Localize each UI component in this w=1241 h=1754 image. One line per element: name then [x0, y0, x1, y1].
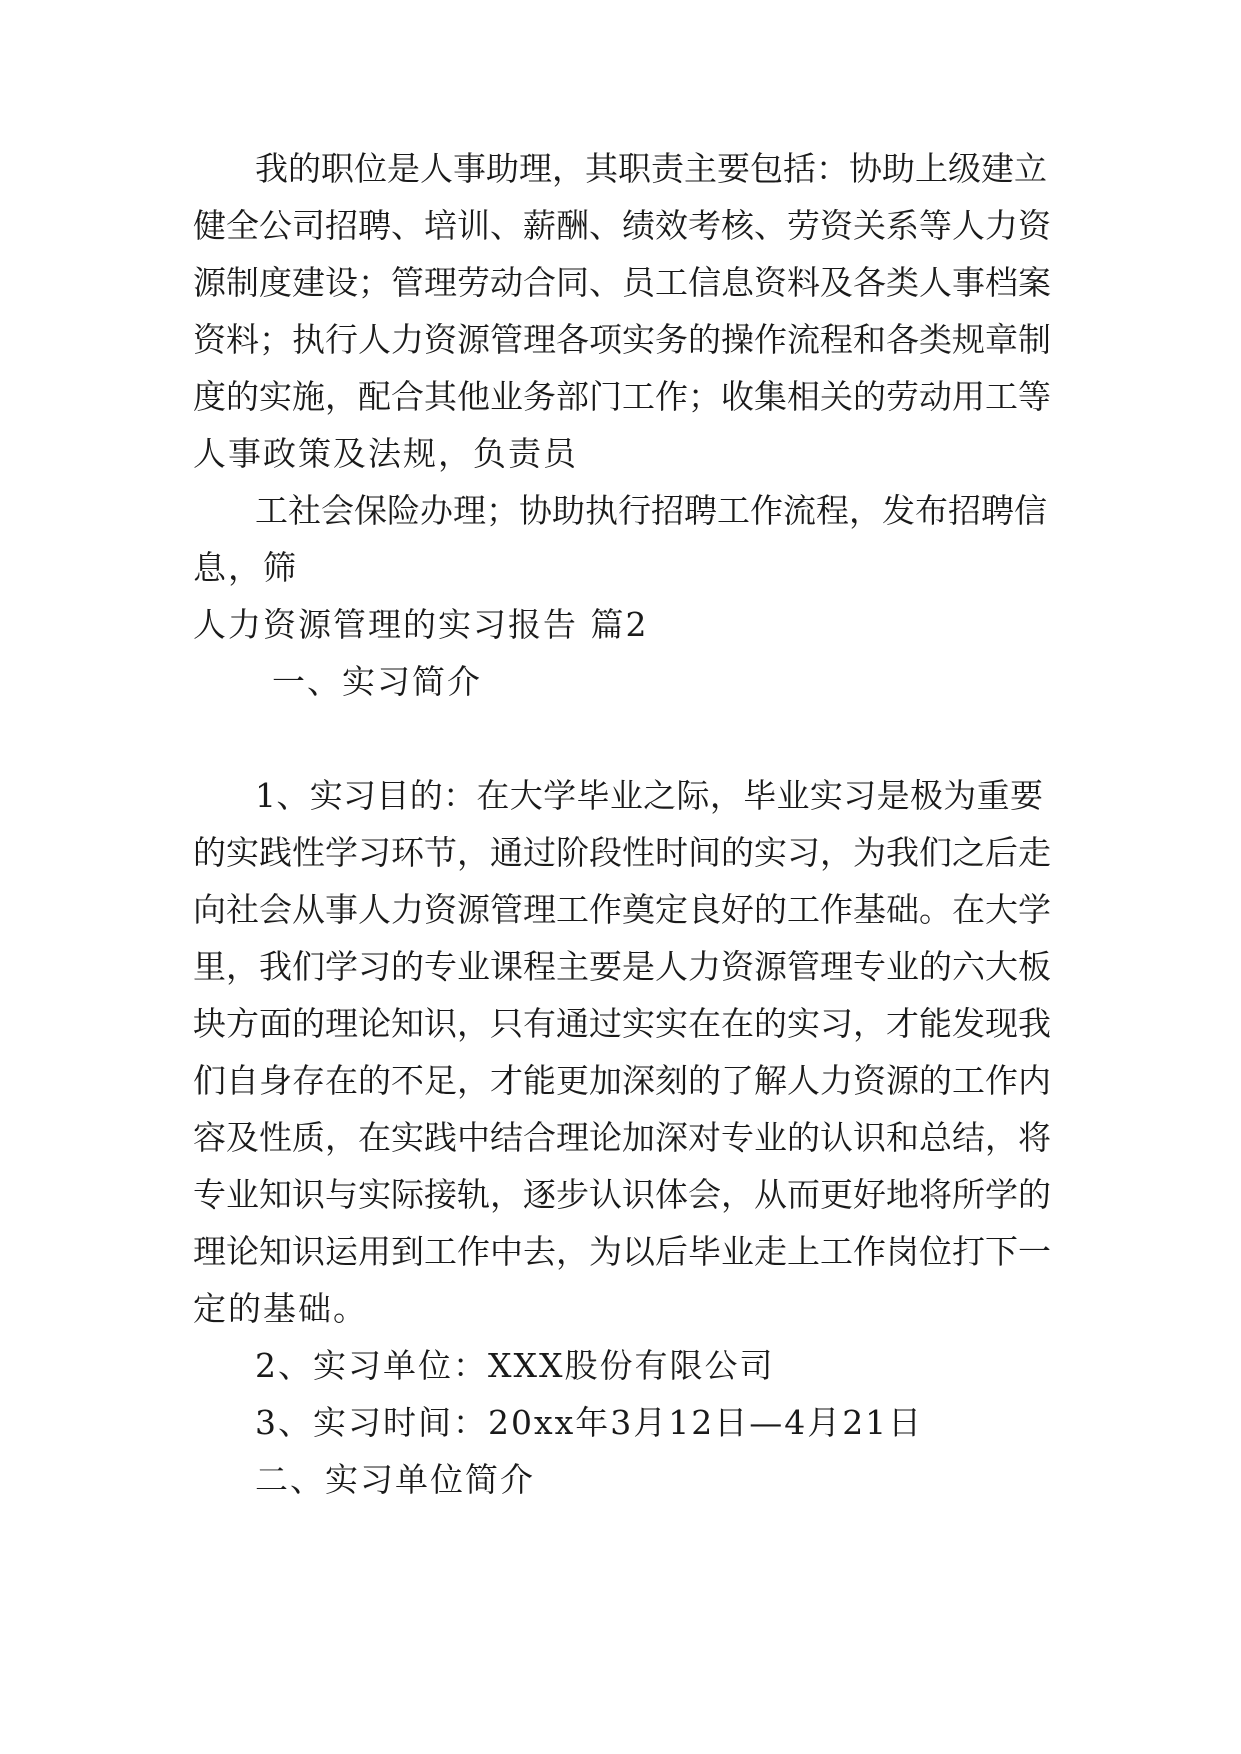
text-line: 资料；执行人力资源管理各项实务的操作流程和各类规章制	[193, 320, 1051, 359]
text-line: 度的实施，配合其他业务部门工作；收集相关的劳动用工等	[193, 377, 1051, 416]
section-heading: 二、实习单位简介	[255, 1460, 535, 1499]
text-line: 们自身存在的不足，才能更加深刻的了解人力资源的工作内	[193, 1061, 1051, 1100]
text-line: 工社会保险办理；协助执行招聘工作流程，发布招聘信	[255, 491, 1047, 530]
text-line: 息，筛	[193, 548, 298, 587]
section-title: 人力资源管理的实习报告 篇2	[193, 605, 649, 644]
text-line: 定的基础。	[193, 1289, 368, 1328]
text-line: 块方面的理论知识，只有通过实实在在的实习，才能发现我	[193, 1004, 1051, 1043]
section-heading: 一、实习简介	[272, 662, 482, 701]
text-line: 1、实习目的：在大学毕业之际，毕业实习是极为重要	[255, 776, 1043, 815]
text-line: 的实践性学习环节，通过阶段性时间的实习，为我们之后走	[193, 833, 1051, 872]
text-line: 我的职位是人事助理，其职责主要包括：协助上级建立	[255, 149, 1047, 188]
text-line: 2、实习单位：XXX股份有限公司	[255, 1346, 775, 1385]
text-line: 健全公司招聘、培训、薪酬、绩效考核、劳资关系等人力资	[193, 206, 1051, 245]
text-line: 专业知识与实际接轨，逐步认识体会，从而更好地将所学的	[193, 1175, 1051, 1214]
text-line: 里，我们学习的专业课程主要是人力资源管理专业的六大板	[193, 947, 1051, 986]
text-line: 3、实习时间：20xx年3月12日—4月21日	[255, 1403, 924, 1442]
text-line: 理论知识运用到工作中去，为以后毕业走上工作岗位打下一	[193, 1232, 1051, 1271]
text-line: 源制度建设；管理劳动合同、员工信息资料及各类人事档案	[193, 263, 1051, 302]
text-line: 人事政策及法规，负责员	[193, 434, 578, 473]
text-line: 容及性质，在实践中结合理论加深对专业的认识和总结，将	[193, 1118, 1051, 1157]
text-line: 向社会从事人力资源管理工作奠定良好的工作基础。在大学	[193, 890, 1051, 929]
